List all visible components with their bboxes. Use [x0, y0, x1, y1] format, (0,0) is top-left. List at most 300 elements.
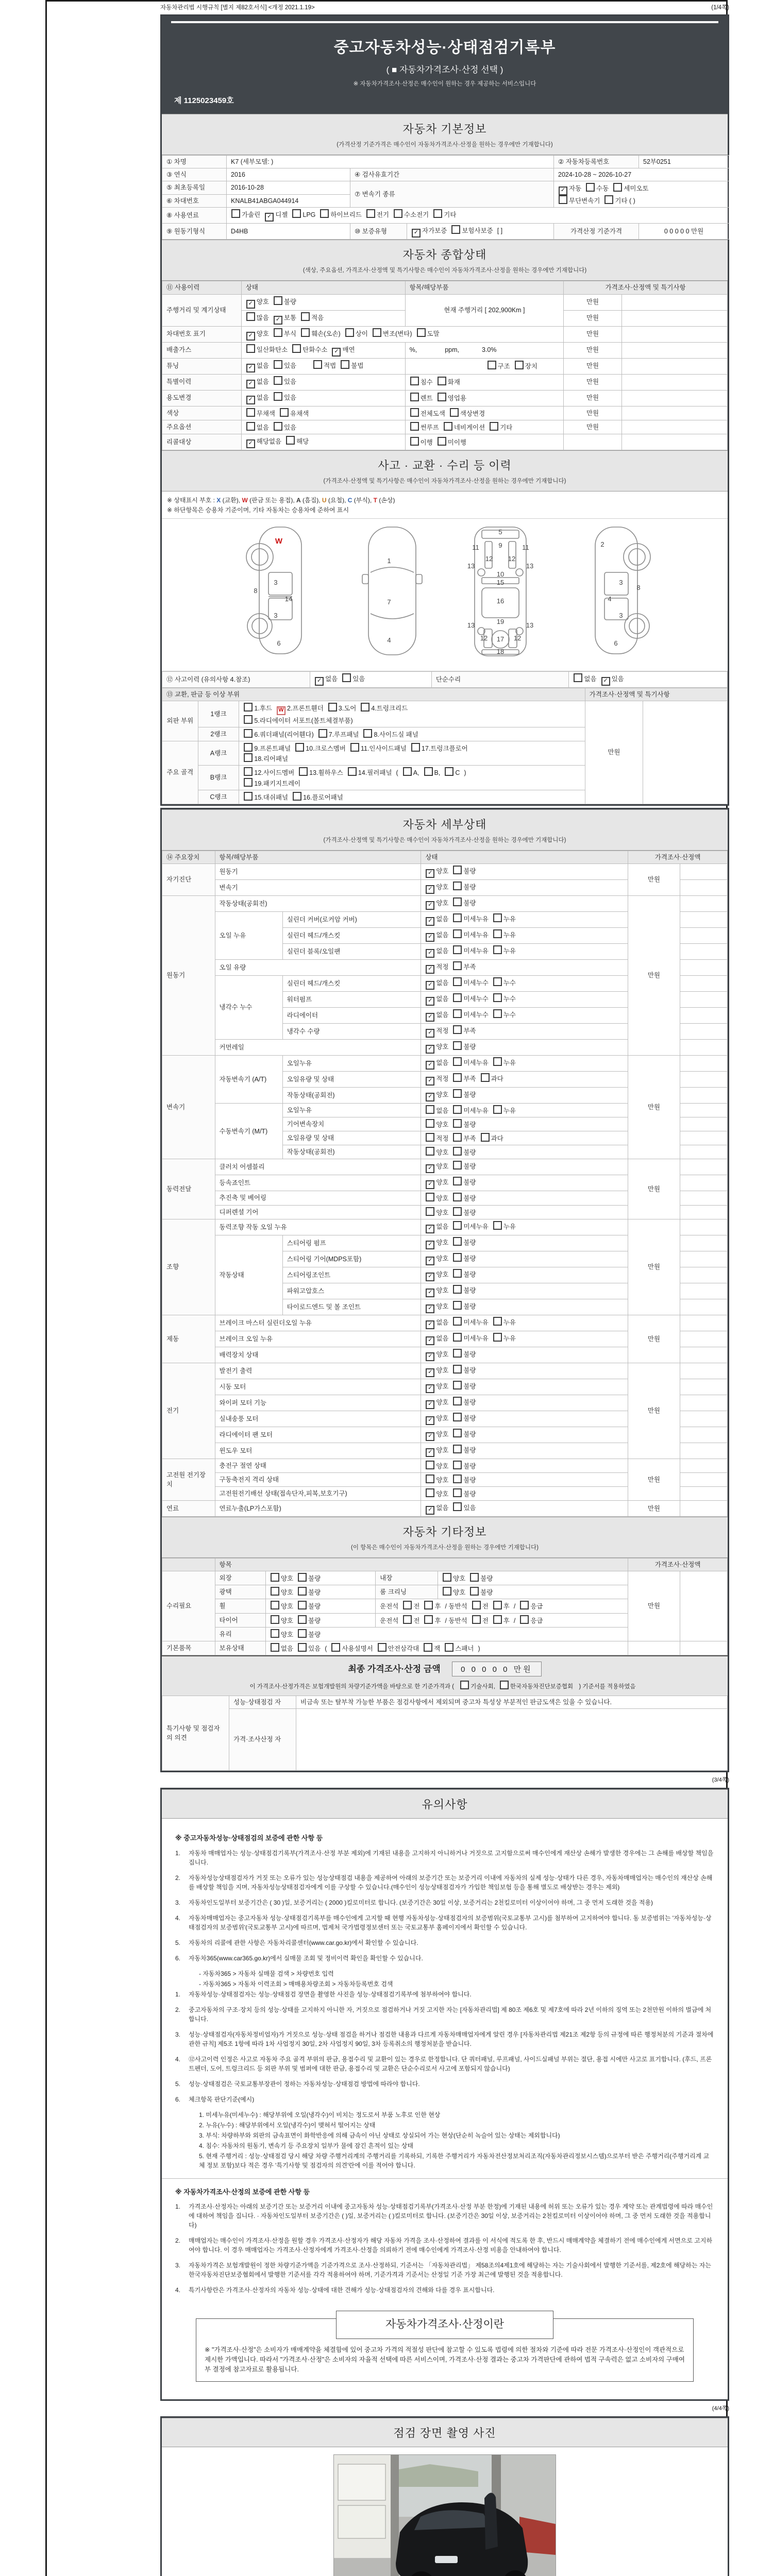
checkbox[interactable]	[424, 1615, 433, 1624]
checkbox[interactable]	[438, 437, 446, 446]
checkbox-checked[interactable]: ✓	[426, 1432, 434, 1441]
option-cell[interactable]	[421, 1159, 628, 1175]
checkbox[interactable]	[292, 209, 301, 218]
checkbox[interactable]	[453, 1381, 462, 1389]
checkbox[interactable]	[453, 1177, 462, 1185]
checkbox[interactable]	[520, 1615, 529, 1624]
checkbox[interactable]	[403, 767, 412, 776]
checkbox[interactable]	[613, 183, 622, 192]
checkbox-checked[interactable]: ✓	[426, 933, 434, 942]
checkbox-checked[interactable]: ✓	[426, 1352, 434, 1361]
option-cell[interactable]	[421, 895, 628, 911]
option-cell[interactable]	[421, 1472, 628, 1486]
checkbox[interactable]	[271, 1643, 279, 1652]
checkbox[interactable]	[293, 792, 301, 801]
checkbox-checked[interactable]: ✓	[426, 885, 434, 894]
option-cell[interactable]	[421, 1103, 628, 1117]
option-cell[interactable]	[421, 1205, 628, 1219]
checkbox[interactable]	[246, 408, 255, 417]
checkbox[interactable]	[298, 1629, 307, 1638]
option-cell[interactable]	[376, 1613, 628, 1627]
option-cell[interactable]	[421, 1145, 628, 1159]
checkbox[interactable]	[453, 1119, 462, 1128]
checkbox[interactable]	[453, 945, 462, 954]
checkbox[interactable]	[453, 1025, 462, 1034]
checkbox-checked[interactable]: ✓	[426, 1384, 434, 1393]
checkbox[interactable]	[403, 1601, 412, 1609]
option-cell[interactable]	[265, 1599, 375, 1613]
checkbox[interactable]	[292, 344, 301, 353]
checkbox[interactable]	[244, 729, 253, 738]
option-cell[interactable]	[421, 1251, 628, 1267]
checkbox[interactable]	[586, 183, 595, 192]
checkbox-checked[interactable]: ✓	[426, 1061, 434, 1070]
option-cell[interactable]	[239, 701, 585, 727]
checkbox[interactable]	[453, 1413, 462, 1421]
checkbox[interactable]	[453, 1269, 462, 1278]
checkbox-checked[interactable]: ✓	[274, 316, 282, 325]
checkbox-checked[interactable]: ✓	[426, 869, 434, 878]
checkbox[interactable]	[453, 1207, 462, 1216]
checkbox[interactable]	[246, 344, 255, 353]
checkbox[interactable]	[244, 767, 253, 776]
checkbox[interactable]	[271, 1601, 279, 1609]
checkbox[interactable]	[244, 715, 253, 724]
checkbox[interactable]	[438, 393, 446, 401]
checkbox[interactable]	[301, 328, 310, 337]
checkbox-checked[interactable]: ✓	[426, 1336, 434, 1345]
option-cell[interactable]	[421, 1175, 628, 1191]
option-cell[interactable]	[241, 434, 405, 450]
checkbox[interactable]	[313, 360, 322, 369]
checkbox[interactable]	[424, 1643, 432, 1652]
checkbox[interactable]	[318, 729, 327, 738]
checkbox[interactable]	[453, 1073, 462, 1082]
checkbox[interactable]	[271, 1615, 279, 1624]
option-cell[interactable]	[421, 1055, 628, 1071]
checkbox[interactable]	[453, 1475, 462, 1483]
checkbox[interactable]	[453, 1488, 462, 1497]
checkbox-checked[interactable]: ✓	[426, 997, 434, 1006]
checkbox[interactable]	[298, 1601, 307, 1609]
option-cell[interactable]	[241, 420, 405, 434]
checkbox[interactable]	[453, 1285, 462, 1294]
caution-item	[175, 1873, 714, 1892]
checkbox[interactable]	[493, 993, 502, 1002]
checkbox[interactable]	[295, 743, 304, 752]
checkbox[interactable]	[453, 897, 462, 906]
checkbox[interactable]	[298, 1573, 307, 1582]
option-cell[interactable]	[265, 1571, 375, 1585]
checkbox[interactable]	[394, 209, 402, 218]
option-cell[interactable]	[421, 1023, 628, 1039]
checkbox-checked[interactable]: ✓	[412, 229, 421, 238]
checkbox[interactable]	[298, 1587, 307, 1596]
checkbox[interactable]	[559, 195, 567, 204]
checkbox[interactable]	[426, 1105, 434, 1114]
checkbox[interactable]	[453, 1193, 462, 1201]
checkbox[interactable]	[298, 1643, 307, 1652]
simple-repair-options[interactable]	[569, 671, 728, 687]
checkbox[interactable]	[493, 1601, 502, 1609]
checkbox[interactable]	[274, 360, 282, 369]
checkbox-checked[interactable]: ✓	[332, 348, 341, 357]
checkbox[interactable]	[244, 743, 253, 752]
option-cell[interactable]	[241, 294, 405, 310]
checkbox[interactable]	[426, 1133, 434, 1142]
checkbox[interactable]	[348, 767, 357, 776]
checkbox[interactable]	[453, 1089, 462, 1098]
checkbox[interactable]	[453, 866, 462, 874]
checkbox-checked[interactable]: ✓	[426, 1077, 434, 1086]
option-cell[interactable]	[421, 991, 628, 1007]
checkbox-checked[interactable]: ✓	[426, 1029, 434, 1038]
option-label: 양호	[436, 867, 449, 875]
checkbox[interactable]	[453, 1429, 462, 1437]
checkbox[interactable]	[488, 361, 496, 369]
checkbox-checked[interactable]: ✓	[426, 1045, 434, 1054]
checkbox[interactable]	[411, 743, 420, 752]
checkbox[interactable]	[410, 377, 419, 385]
checkbox[interactable]	[410, 437, 419, 446]
table-cell: 자기진단	[162, 863, 215, 895]
checkbox[interactable]	[426, 1475, 434, 1483]
checkbox[interactable]	[274, 376, 282, 385]
checkbox-checked[interactable]: ✓	[426, 901, 434, 910]
checkbox[interactable]	[453, 1105, 462, 1114]
checkbox-checked[interactable]: ✓	[246, 380, 255, 388]
checkbox[interactable]	[493, 913, 502, 922]
checkbox[interactable]	[574, 673, 582, 682]
checkbox[interactable]	[244, 703, 253, 711]
checkbox[interactable]	[481, 1133, 490, 1142]
checkbox[interactable]	[460, 1681, 469, 1689]
option-cell[interactable]	[421, 1267, 628, 1283]
checkbox[interactable]	[515, 361, 524, 369]
checkbox[interactable]	[453, 1147, 462, 1156]
checkbox[interactable]	[274, 422, 282, 431]
checkbox[interactable]	[410, 422, 419, 431]
checkbox[interactable]	[453, 882, 462, 890]
checkbox[interactable]	[426, 1461, 434, 1469]
option-cell[interactable]	[241, 342, 405, 358]
checkbox[interactable]	[410, 408, 419, 417]
checkbox[interactable]	[341, 360, 349, 369]
checkbox[interactable]	[453, 1009, 462, 1018]
checkbox-checked[interactable]: ✓	[246, 439, 255, 448]
option-cell[interactable]	[421, 863, 628, 879]
option-cell[interactable]	[421, 1347, 628, 1363]
accident-history-options[interactable]	[310, 671, 432, 687]
checkbox[interactable]	[493, 1057, 502, 1066]
option-cell[interactable]	[265, 1585, 375, 1599]
option-cell[interactable]	[265, 1641, 628, 1655]
checkbox[interactable]	[271, 1587, 279, 1596]
option-cell[interactable]	[241, 390, 405, 406]
option-cell[interactable]	[239, 741, 585, 766]
table-cell	[680, 1023, 727, 1039]
checkbox[interactable]	[231, 209, 240, 218]
checkbox[interactable]	[472, 1615, 481, 1624]
checkbox-checked[interactable]: ✓	[426, 1225, 434, 1233]
checkbox-checked[interactable]: ✓	[426, 1506, 434, 1515]
option-cell[interactable]	[239, 766, 585, 790]
checkbox-checked[interactable]: ✓	[426, 1400, 434, 1409]
checkbox[interactable]	[493, 1615, 502, 1624]
option-cell[interactable]	[421, 1299, 628, 1315]
checkbox[interactable]	[453, 1041, 462, 1050]
checkbox[interactable]	[299, 767, 308, 776]
checkbox-checked[interactable]: ✓	[426, 1241, 434, 1249]
option-cell[interactable]	[405, 358, 564, 374]
option-cell[interactable]	[421, 1486, 628, 1500]
option-cell[interactable]	[421, 1443, 628, 1459]
checkbox-checked[interactable]: ✓	[601, 677, 610, 686]
option-label: 응급	[530, 1603, 543, 1611]
option-cell[interactable]	[421, 1363, 628, 1379]
warranty-type-options[interactable]	[407, 224, 554, 240]
option-cell[interactable]	[265, 1627, 628, 1641]
checkbox[interactable]	[350, 743, 359, 752]
checkbox[interactable]	[443, 1587, 451, 1596]
table-cell	[628, 1641, 680, 1655]
checkbox[interactable]	[244, 753, 253, 762]
checkbox-checked[interactable]: ✓	[265, 213, 274, 222]
checkbox-checked[interactable]: ✓	[246, 364, 255, 372]
option-label: 적정	[436, 1027, 449, 1035]
checkbox[interactable]	[493, 945, 502, 954]
checkbox-checked[interactable]: ✓	[426, 1320, 434, 1329]
option-cell[interactable]	[405, 434, 564, 450]
checkbox-checked[interactable]: ✓	[426, 1013, 434, 1022]
checkbox[interactable]	[470, 1587, 479, 1596]
checkbox[interactable]	[451, 225, 460, 234]
checkbox-checked[interactable]: ✓	[426, 1180, 434, 1189]
option-cell[interactable]	[421, 1427, 628, 1443]
checkbox[interactable]	[493, 1105, 502, 1114]
option-cell[interactable]	[405, 374, 564, 390]
checkbox[interactable]	[453, 1445, 462, 1453]
option-cell[interactable]	[421, 1331, 628, 1347]
option-cell[interactable]	[421, 1379, 628, 1395]
option-cell[interactable]	[421, 1501, 628, 1517]
checkbox[interactable]	[493, 1009, 502, 1018]
option-cell[interactable]	[241, 358, 405, 374]
checkbox[interactable]	[331, 1643, 340, 1652]
checkbox[interactable]	[417, 328, 426, 337]
option-cell[interactable]	[421, 1219, 628, 1235]
transmission-options[interactable]	[554, 181, 729, 208]
checkbox[interactable]	[453, 1161, 462, 1170]
option-cell[interactable]	[265, 1613, 375, 1627]
checkbox[interactable]	[520, 1601, 529, 1609]
checkbox[interactable]	[424, 1601, 433, 1609]
checkbox[interactable]	[453, 1221, 462, 1230]
option-cell[interactable]	[421, 1071, 628, 1087]
option-cell[interactable]	[421, 1191, 628, 1205]
checkbox[interactable]	[373, 328, 381, 337]
checkbox[interactable]	[274, 328, 282, 337]
option-cell[interactable]	[241, 326, 563, 342]
checkbox-checked[interactable]: ✓	[426, 917, 434, 926]
option-cell[interactable]	[241, 310, 405, 326]
option-cell[interactable]	[421, 1235, 628, 1251]
checkbox[interactable]	[363, 729, 372, 738]
checkbox[interactable]	[453, 1237, 462, 1246]
checkbox[interactable]	[500, 1681, 509, 1689]
checkbox-checked[interactable]: ✓	[246, 396, 255, 404]
option-cell[interactable]	[421, 1039, 628, 1055]
checkbox[interactable]	[472, 1601, 481, 1609]
option-cell[interactable]	[421, 975, 628, 991]
diagram-panel-number: 3	[619, 578, 623, 586]
emission-values[interactable]	[405, 342, 564, 358]
option-cell[interactable]	[376, 1599, 628, 1613]
option-cell[interactable]	[421, 1087, 628, 1103]
checkbox[interactable]	[244, 778, 253, 787]
checkbox-checked[interactable]: ✓	[426, 1448, 434, 1457]
checkbox[interactable]	[280, 408, 289, 417]
option-cell[interactable]	[421, 879, 628, 895]
checkbox[interactable]	[443, 1573, 451, 1582]
checkbox[interactable]	[604, 195, 613, 204]
checkbox[interactable]	[490, 422, 498, 431]
option-cell[interactable]	[421, 927, 628, 943]
checkbox-checked[interactable]: ✓	[559, 187, 567, 195]
checkbox[interactable]	[453, 1365, 462, 1374]
option-cell[interactable]	[421, 1459, 628, 1472]
checkbox-checked[interactable]: ✓	[246, 332, 255, 341]
checkbox[interactable]	[453, 1133, 462, 1142]
option-cell[interactable]	[421, 1131, 628, 1145]
option-cell[interactable]	[405, 390, 564, 406]
checkbox-checked[interactable]: ✓	[426, 1416, 434, 1425]
option-cell[interactable]	[438, 1585, 628, 1599]
checkbox[interactable]	[361, 703, 369, 711]
option-cell[interactable]	[421, 943, 628, 959]
option-cell[interactable]	[421, 1007, 628, 1023]
checkbox[interactable]	[271, 1629, 279, 1638]
checkbox-checked[interactable]: ✓	[426, 1368, 434, 1377]
checkbox[interactable]	[426, 1207, 434, 1216]
checkbox[interactable]	[342, 673, 351, 682]
checkbox[interactable]	[453, 1502, 462, 1511]
checkbox[interactable]	[274, 392, 282, 401]
option-cell[interactable]	[438, 1571, 628, 1585]
checkbox[interactable]	[493, 1317, 502, 1326]
checkbox[interactable]	[328, 703, 337, 711]
checkbox[interactable]	[450, 408, 459, 417]
checkbox[interactable]	[246, 422, 255, 431]
checkbox[interactable]	[493, 1221, 502, 1230]
option-cell[interactable]	[421, 1395, 628, 1411]
checkbox[interactable]	[444, 422, 452, 431]
checkbox-checked[interactable]: ✓	[426, 981, 434, 990]
checkbox[interactable]	[453, 993, 462, 1002]
checkbox[interactable]	[274, 296, 282, 305]
checkbox[interactable]	[493, 977, 502, 986]
option-cell[interactable]	[421, 1283, 628, 1299]
checkbox[interactable]	[453, 1253, 462, 1262]
option-cell[interactable]	[405, 406, 564, 420]
checkbox[interactable]	[453, 1461, 462, 1469]
option-cell[interactable]	[241, 406, 405, 420]
checkbox[interactable]	[445, 1643, 453, 1652]
final-price-note[interactable]	[167, 1681, 722, 1690]
fuel-options[interactable]	[227, 208, 729, 224]
checkbox-checked[interactable]: ✓	[426, 1304, 434, 1313]
checkbox-checked[interactable]: ✓	[426, 1289, 434, 1297]
checkbox[interactable]	[426, 1193, 434, 1201]
checkbox[interactable]	[426, 1147, 434, 1156]
checkbox-checked[interactable]: ✓	[426, 1273, 434, 1281]
checkbox-checked[interactable]: ✓	[246, 300, 255, 309]
checkbox[interactable]	[426, 1488, 434, 1497]
checkbox[interactable]	[410, 393, 419, 401]
checkbox[interactable]	[403, 1615, 412, 1624]
table-cell: 만원	[628, 1159, 680, 1219]
checkbox[interactable]	[481, 1073, 490, 1082]
checkbox[interactable]	[453, 1317, 462, 1326]
checkbox[interactable]	[453, 913, 462, 922]
checkbox-checked[interactable]: ✓	[315, 677, 324, 686]
checkbox[interactable]	[438, 377, 446, 385]
checkbox[interactable]	[426, 1119, 434, 1128]
table-cell: 자동변속기 (A/T)	[215, 1055, 282, 1103]
checkbox[interactable]	[493, 1333, 502, 1342]
checkbox[interactable]	[453, 1057, 462, 1066]
checkbox-checked[interactable]: ✓	[426, 1257, 434, 1265]
checkbox-checked[interactable]: ✓	[426, 1093, 434, 1101]
checkbox[interactable]	[286, 436, 295, 445]
option-cell[interactable]	[239, 727, 585, 741]
checkbox[interactable]	[271, 1573, 279, 1582]
checkbox-checked[interactable]: W	[277, 706, 285, 715]
option-cell[interactable]	[421, 911, 628, 927]
checkbox-checked[interactable]: ✓	[426, 1164, 434, 1173]
option-cell[interactable]	[421, 1411, 628, 1427]
checkbox[interactable]	[378, 1643, 386, 1652]
checkbox[interactable]	[453, 1397, 462, 1405]
checkbox[interactable]	[433, 209, 442, 218]
checkbox[interactable]	[453, 929, 462, 938]
option-cell[interactable]	[421, 1117, 628, 1131]
checkbox[interactable]	[453, 1301, 462, 1310]
checkbox[interactable]	[453, 1349, 462, 1358]
checkbox[interactable]	[320, 209, 329, 218]
checkbox[interactable]	[493, 929, 502, 938]
checkbox[interactable]	[298, 1615, 307, 1624]
checkbox[interactable]	[246, 312, 255, 321]
checkbox[interactable]	[345, 328, 354, 337]
option-cell[interactable]	[405, 420, 564, 434]
checkbox[interactable]	[453, 977, 462, 986]
checkbox[interactable]	[301, 312, 310, 321]
option-cell[interactable]	[421, 1315, 628, 1331]
checkbox[interactable]	[445, 767, 453, 776]
checkbox[interactable]	[453, 961, 462, 970]
checkbox[interactable]	[470, 1573, 479, 1582]
checkbox[interactable]	[244, 792, 253, 801]
checkbox-checked[interactable]: ✓	[426, 949, 434, 958]
option-cell[interactable]	[239, 790, 585, 804]
checkbox[interactable]	[366, 209, 375, 218]
option-cell[interactable]	[421, 959, 628, 975]
option-cell[interactable]	[241, 374, 405, 390]
checkbox[interactable]	[453, 1333, 462, 1342]
checkbox[interactable]	[424, 767, 433, 776]
checkbox-checked[interactable]: ✓	[426, 965, 434, 974]
